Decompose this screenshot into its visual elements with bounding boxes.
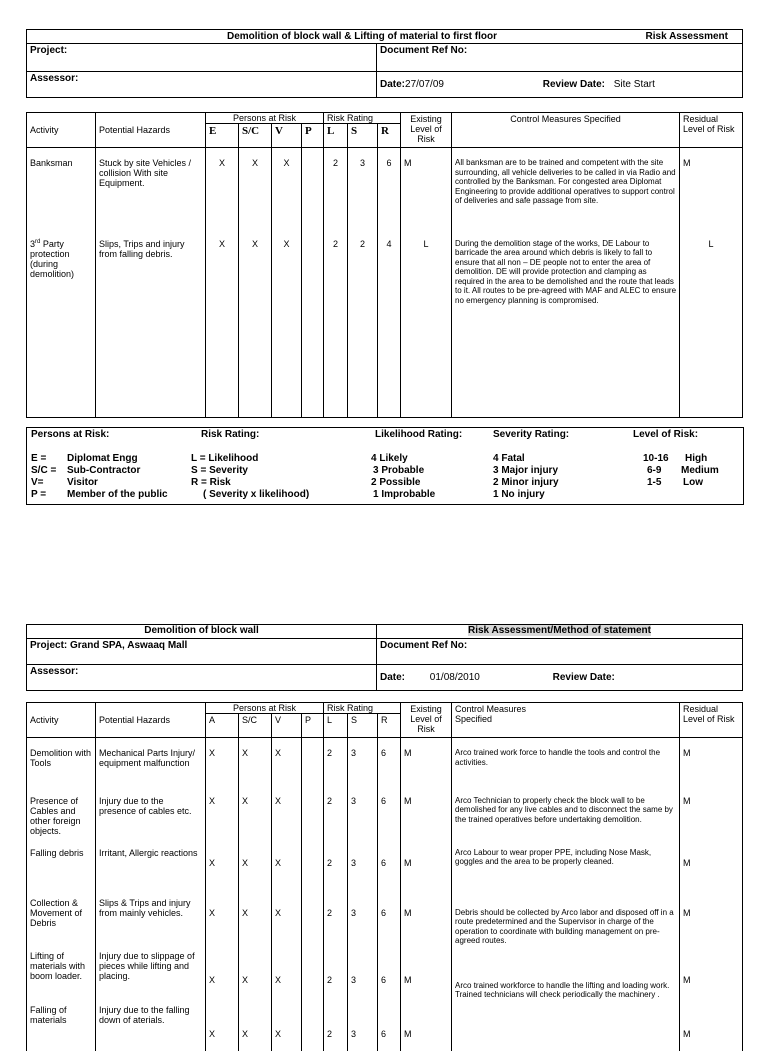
row-s: 3 [348,1001,378,1051]
col-header-r: R [378,124,401,148]
legend-persons-title: Persons at Risk: [31,429,110,440]
legend-rating-title: Risk Rating: [201,429,260,440]
row-residual: M [680,838,743,888]
row-control: Arco Labour to wear proper PPE, including Nose Mask, goggles and the area to be properly cleaned. [452,838,680,888]
row-residual: M [680,1001,743,1051]
col-header-activity: Activity [27,113,96,148]
row-r: 6 [378,838,401,888]
row-residual: M [680,947,743,1001]
col-header-s: S [348,714,378,738]
row-s: 2 [348,238,378,418]
doc1-risk-table [26,112,742,418]
row-v: X [272,786,302,838]
row-control: Arco Technician to properly check the block wall to be demolished for any live cables and to disconnect the same by the trained operatives before undertaking demolition. [452,786,680,838]
row-s: 3 [348,738,378,786]
table-row [27,738,743,786]
col-header-sc: S/C [239,714,272,738]
legend-r3: R = Risk [191,477,231,488]
row-a: X [206,1001,239,1051]
row-l: 2 [324,238,348,418]
legend-likelihood-title: Likelihood Rating: [375,429,463,440]
doc2-doc-type-cell [377,625,743,639]
row-control: Arco trained workforce to handle the lifting and loading work. Trained technicians will check periodically the machinery . [452,947,680,1001]
row-hazards: Injury due to slippage of pieces while lifting and placing. [96,947,206,1001]
legend-high: High [685,453,708,464]
col-header-persons: Persons at Risk [206,113,324,124]
row-v: X [272,838,302,888]
row-v: X [272,148,302,238]
row-r: 4 [378,238,401,418]
row-l: 2 [324,888,348,947]
doc2-date-value: 01/08/2010 [429,671,480,683]
legend-level-title: Level of Risk: [633,429,699,440]
doc1-title: Demolition of block wall & Lifting of material to first floor [227,31,498,42]
row-v: X [272,738,302,786]
legend-high-range: 10-16 [643,453,669,464]
row-existing: M [401,148,452,238]
row-residual: M [680,148,743,238]
row-p [302,238,324,418]
row-existing: M [401,786,452,838]
col-header-e: E [206,124,239,148]
col-header-l: L [324,124,348,148]
row-e: X [206,148,239,238]
row-residual: M [680,786,743,838]
row-activity: Lifting of materials with boom loader. [27,947,96,1001]
row-l: 2 [324,148,348,238]
legend-l3: 2 Possible [371,477,421,488]
doc2-date-cell [377,665,743,691]
table-row [27,838,743,888]
row-p [302,148,324,238]
col-header-rating: Risk Rating [324,113,401,124]
row-p [302,786,324,838]
row-activity: Demolition with Tools [27,738,96,786]
row-control: During the demolition stage of the works, DE Labour to barricade the area around which debris is likely to fall to ensure that all non – DE people not to enter the area of demolition. DE will provide protection and clamping as required in the area to be demolished and the route that leads to it. All routes to be pre-agreed with MAF and ALEC to ensure no emergency planning is compromised. [452,238,680,418]
row-activity: Banksman [27,148,96,238]
doc1-date-cell [377,72,743,98]
row-existing: L [401,238,452,418]
legend-s1: 4 Fatal [493,453,525,464]
doc1-assessor-label: Assessor: [27,72,377,98]
row-p [302,1001,324,1051]
row-sc: X [239,1001,272,1051]
doc2-risk-table [26,702,742,1051]
row-s: 3 [348,888,378,947]
legend-s2: 3 Major injury [493,465,559,476]
row-existing: M [401,888,452,947]
row-residual: M [680,888,743,947]
row-activity: 3rd Party protection (during demolition) [27,238,96,418]
col-header-control: Control Measures Specified [452,703,680,738]
row-hazards: Slips & Trips and injury from mainly vehicles. [96,888,206,947]
doc2-date-label: Date: [380,671,406,683]
legend-severity-title: Severity Rating: [493,429,570,440]
legend-s3: 2 Minor injury [493,477,559,488]
legend-medium-range: 6-9 [647,465,662,476]
row-sc: X [239,786,272,838]
row-control: All banksman are to be trained and competent with the site surrounding, all vehicle deliveries to be called in via Radio and controlled by the Banksman. For congested area Diplomat Engineering to provide additional operatives to support control of deliveries and safe passage from site. [452,148,680,238]
row-existing: M [401,1001,452,1051]
col-header-r: R [378,714,401,738]
row-v: X [272,1001,302,1051]
row-control [452,1001,680,1051]
row-s: 3 [348,947,378,1001]
legend-r2: S = Severity [191,465,248,476]
row-r: 6 [378,947,401,1001]
row-v: X [272,947,302,1001]
legend-l2: 3 Probable [373,465,425,476]
col-header-residual: Residual Level of Risk [680,113,743,148]
row-r: 6 [378,786,401,838]
col-header-hazards: Potential Hazards [96,113,206,148]
legend-low-range: 1-5 [647,477,662,488]
table-row [27,1001,743,1051]
col-header-v: V [272,124,302,148]
row-a: X [206,786,239,838]
row-activity: Collection & Movement of Debris [27,888,96,947]
row-hazards: Mechanical Parts Injury/ equipment malfunction [96,738,206,786]
row-p [302,838,324,888]
row-hazards: Irritant, Allergic reactions [96,838,206,888]
legend-l4: 1 Improbable [373,489,436,500]
row-l: 2 [324,738,348,786]
doc1-review-value: Site Start [613,78,655,90]
row-residual: M [680,738,743,786]
legend-medium: Medium [681,465,719,476]
col-header-a: A [206,714,239,738]
doc2-doc-type: Risk Assessment/Method of statement [467,625,651,636]
row-hazards: Stuck by site Vehicles / collision With site Equipment. [96,148,206,238]
doc2-header [26,624,742,691]
row-s: 3 [348,148,378,238]
legend-sc-key: S/C = [31,465,57,476]
row-sc: X [239,148,272,238]
row-r: 6 [378,1001,401,1051]
doc1-title-row [27,30,743,44]
doc1-header [26,29,742,98]
col-header-s: S [348,124,378,148]
row-a: X [206,838,239,888]
row-sc: X [239,838,272,888]
row-s: 3 [348,838,378,888]
row-r: 6 [378,148,401,238]
col-header-residual: Residual Level of Risk [680,703,743,738]
row-control: Debris should be collected by Arco labor and disposed off in a route predetermined and the Supervisor in charge of the operation to coordinate with building management on pre-agreed routes. [452,888,680,947]
row-a: X [206,947,239,1001]
row-p [302,888,324,947]
col-header-l: L [324,714,348,738]
doc2-assessor-label: Assessor: [27,665,377,691]
col-header-control: Control Measures Specified [452,113,680,148]
row-v: X [272,238,302,418]
table-row [27,947,743,1001]
row-l: 2 [324,786,348,838]
row-v: X [272,888,302,947]
table-row [27,148,743,238]
doc1-review-label: Review Date: [542,78,605,90]
legend-e-key: E = [31,453,47,464]
legend-e-val: Diplomat Engg [67,453,138,464]
row-s: 3 [348,786,378,838]
table-row [27,238,743,418]
col-header-p: P [302,124,324,148]
row-e: X [206,238,239,418]
doc2-title: Demolition of block wall [27,625,377,639]
row-r: 6 [378,888,401,947]
row-hazards: Slips, Trips and injury from falling debris. [96,238,206,418]
row-hazards: Injury due to the falling down of aterials. [96,1001,206,1051]
legend-v-val: Visitor [67,477,98,488]
legend-sc-val: Sub-Contractor [67,465,141,476]
row-activity: Falling of materials [27,1001,96,1051]
row-sc: X [239,738,272,786]
col-header-hazards: Potential Hazards [96,703,206,738]
row-l: 2 [324,947,348,1001]
legend-low: Low [683,477,703,488]
doc1-doc-type: Risk Assessment [645,31,728,42]
row-sc: X [239,947,272,1001]
row-p [302,738,324,786]
doc1-date-value: 27/07/09 [405,78,444,90]
col-header-v: V [272,714,302,738]
table-row [27,786,743,838]
col-header-rating: Risk Rating [324,703,401,714]
row-activity: Presence of Cables and other foreign objects. [27,786,96,838]
col-header-sc: S/C [239,124,272,148]
row-existing: M [401,738,452,786]
row-existing: M [401,838,452,888]
doc1-project-label: Project: [27,44,377,72]
row-activity: Falling debris [27,838,96,888]
col-header-existing: Existing Level of Risk [401,113,452,148]
legend-r4: ( Severity x likelihood) [203,489,310,500]
legend-l1: 4 Likely [371,453,408,464]
legend-v-key: V= [31,477,44,488]
table-row [27,888,743,947]
col-header-persons: Persons at Risk [206,703,324,714]
risk-legend [26,427,744,505]
row-a: X [206,738,239,786]
doc1-date-label: Date: [380,78,406,90]
col-header-p: P [302,714,324,738]
col-header-existing: Existing Level of Risk [401,703,452,738]
doc2-review-label: Review Date: [552,671,615,683]
row-p [302,947,324,1001]
row-existing: M [401,947,452,1001]
legend-p-key: P = [31,489,47,500]
doc2-project-label: Project: Grand SPA, Aswaaq Mall [27,639,377,665]
col-header-activity: Activity [27,703,96,738]
row-control: Arco trained work force to handle the tools and control the activities. [452,738,680,786]
row-sc: X [239,888,272,947]
legend-s4: 1 No injury [493,489,545,500]
row-residual: L [680,238,743,418]
row-r: 6 [378,738,401,786]
doc1-docref-label: Document Ref No: [377,44,743,72]
legend-p-val: Member of the public [67,489,168,500]
row-hazards: Injury due to the presence of cables etc. [96,786,206,838]
legend-r1: L = Likelihood [191,453,259,464]
row-a: X [206,888,239,947]
doc2-docref-label: Document Ref No: [377,639,743,665]
row-sc: X [239,238,272,418]
row-l: 2 [324,1001,348,1051]
row-l: 2 [324,838,348,888]
